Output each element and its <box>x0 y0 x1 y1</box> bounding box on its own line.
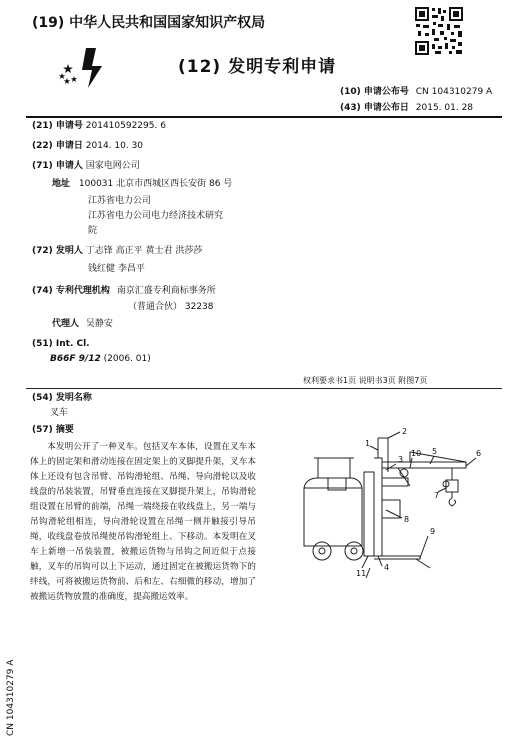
patent-office-logo-icon <box>58 46 120 90</box>
address: 100031 北京市西城区西长安街 86 号 <box>78 179 233 189</box>
inventors-row <box>32 245 202 257</box>
agency-line-1: 南京汇盛专利商标事务所 <box>116 286 216 296</box>
figure-label: 11 <box>356 569 367 578</box>
applicant-3-line-1: 江苏省电力公司电力经济技术研究 <box>88 211 224 221</box>
agent-row <box>52 318 113 330</box>
figure-label: 10 <box>411 449 422 458</box>
publication-date-row <box>340 100 473 113</box>
applicant-row <box>32 160 140 172</box>
figure-label: 4 <box>384 563 390 572</box>
header-divider <box>26 116 502 118</box>
publication-date-label: (43) 申请公布日 <box>340 103 409 113</box>
inventors-line-2: 钱红健 李昌平 <box>88 264 145 274</box>
applicant-3-line-2: 院 <box>88 226 98 236</box>
int-cl-row <box>32 338 90 350</box>
abstract-text: 本发明公开了一种叉车。包括叉车本体，设置在叉车本体上的固定架和滑动连接在固定架上的叉脚提升架，叉车本体上还设有包含吊臂、吊钩滑轮组、吊绳、导向滑轮以及收线盘的吊装装置，吊臂垂直连接在叉脚提升架上，吊钩滑轮组设置在吊臂的前端，吊绳一端绕接在收线盘上，另一端与吊钩滑轮组相连，导向滑轮设置在吊绳一侧并触接引导吊绳，收线盘卷放吊绳使吊钩滑轮组上、下移动。本发明在叉车上新增一吊装装置，被搬运货物与吊钩之间近似于点接触，叉车的吊钩可以上下运动，通过固定在被搬运货物下的绊线，可将被搬运货物前、后和左、右细微的移动，增加了被搬运货物放置的准确度，提高搬运效率。 <box>30 442 256 602</box>
address-label: 地址 <box>52 179 71 189</box>
publication-number-label: (10) 申请公布号 <box>340 87 409 97</box>
agent-label: 代理人 <box>52 319 80 329</box>
application-number-row <box>32 120 166 132</box>
figure-label: 5 <box>432 447 438 456</box>
agency-label: (74) 专利代理机构 <box>32 286 110 296</box>
filing-date: 2014. 10. 30 <box>85 141 144 151</box>
figure-label: 8 <box>404 515 410 524</box>
figure-label: 9 <box>430 527 436 536</box>
inventors-line-1: 丁志锋 高正平 黄士君 洪莎莎 <box>85 246 203 256</box>
document-type: (12) 发明专利申请 <box>178 57 337 77</box>
publication-date: 2015. 01. 28 <box>415 103 474 113</box>
qr-code-icon <box>414 6 464 56</box>
application-number-label: (21) 申请号 <box>32 121 83 131</box>
agent: 吴静安 <box>85 319 113 329</box>
co-applicant-row <box>52 195 55 207</box>
figure-label: 1 <box>365 439 371 448</box>
side-publication-code: CN 104310279 A <box>6 659 16 736</box>
invention-title: 叉车 <box>50 408 69 418</box>
inventors-label: (72) 发明人 <box>32 246 83 256</box>
figure-label: 7 <box>434 491 440 500</box>
agency-line-2: （普通合伙） 32238 <box>128 302 214 312</box>
publication-number: CN 104310279 A <box>415 87 493 97</box>
page-counts: 权利要求书1页 说明书3页 附图7页 <box>303 376 428 385</box>
int-cl-year: (2006. 01) <box>103 354 151 364</box>
title-label: (54) 发明名称 <box>32 393 92 403</box>
int-cl-code: B66F 9/12 <box>50 354 101 364</box>
int-cl-code-row <box>50 353 151 365</box>
applicant-label: (71) 申请人 <box>32 161 83 171</box>
int-cl-label: (51) Int. Cl. <box>32 339 90 349</box>
forklift-drawing <box>270 428 518 586</box>
publication-number-row <box>340 84 492 97</box>
abstract-label: (57) 摘要 <box>32 425 74 435</box>
agency-row <box>32 285 216 297</box>
applicant-2: 江苏省电力公司 <box>88 196 152 206</box>
figure-label: 2 <box>402 428 408 436</box>
filing-date-row <box>32 140 143 152</box>
co-applicant-label <box>52 196 55 206</box>
applicant-1: 国家电网公司 <box>85 161 140 171</box>
address-row <box>52 178 232 190</box>
application-number: 201410592295. 6 <box>85 121 166 131</box>
biblio-divider <box>26 388 502 389</box>
figure-label: 6 <box>476 449 482 458</box>
filing-date-label: (22) 申请日 <box>32 141 83 151</box>
issuing-office: (19) 中华人民共和国国家知识产权局 <box>32 15 266 31</box>
figure-label: 3 <box>398 455 404 464</box>
